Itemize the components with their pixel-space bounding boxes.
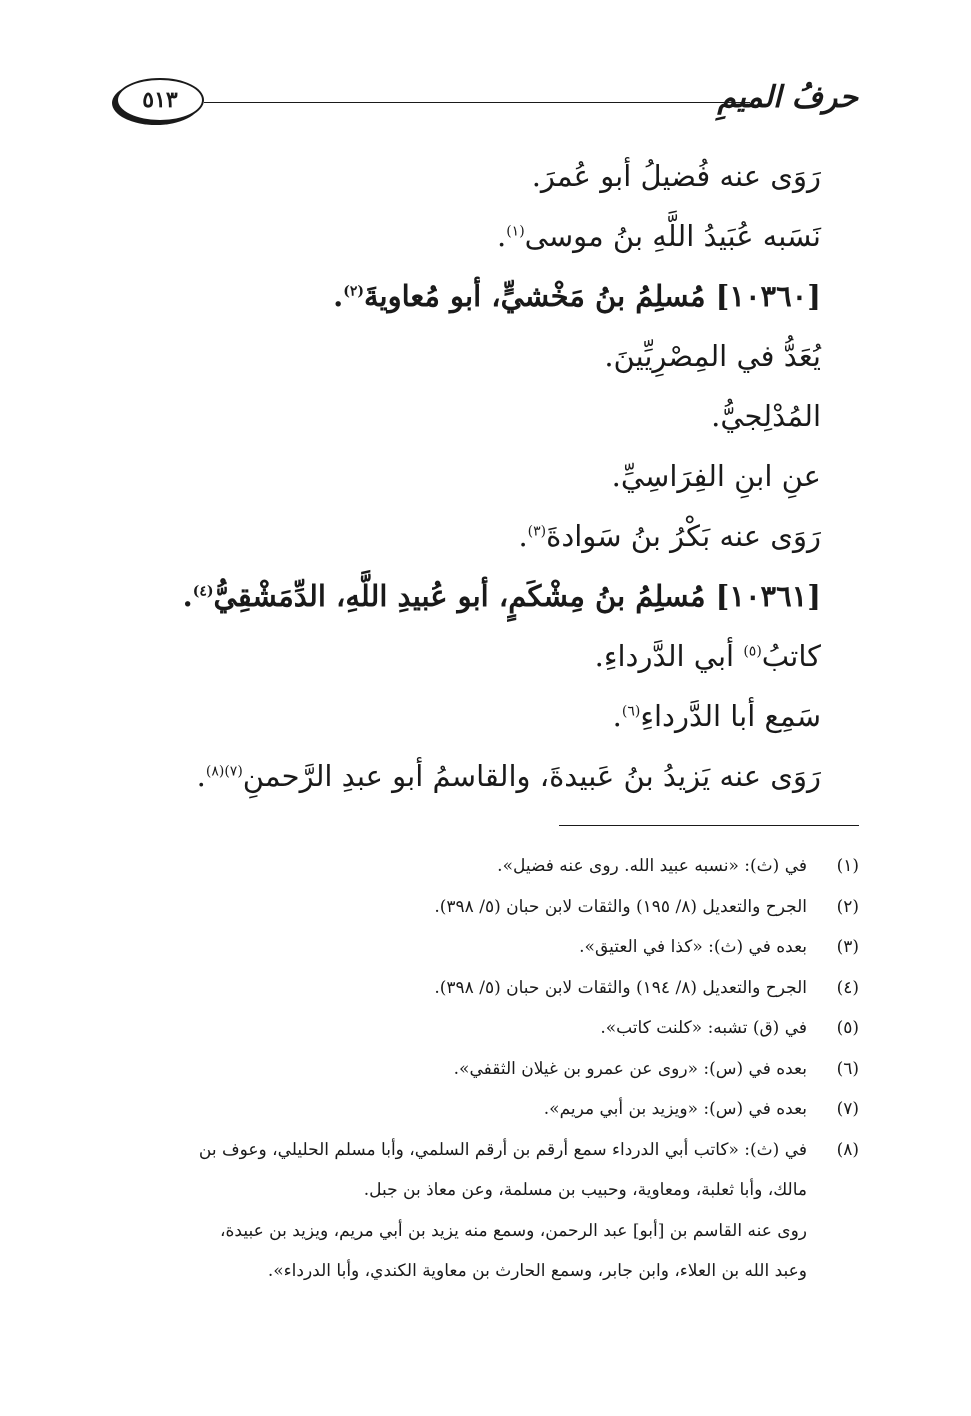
footnote-ref[interactable]: (٧)(٨) <box>205 763 243 780</box>
footnote <box>109 968 859 1009</box>
page-number: ٥١٣ <box>116 78 204 122</box>
footnote-text: بعده في (س): «ويزيد بن أبي مريم». <box>543 1099 807 1119</box>
footnote-ref[interactable]: (٥) <box>743 643 762 660</box>
footnote-text: في (ث): «نسبه عبيد الله. روى عنه فضيل». <box>497 856 807 876</box>
footnote-continuation: مالك، وأبا ثعلبة، ومعاوية، وحبيب بن مسلمة، وعن معاذ بن جبل. <box>363 1180 807 1200</box>
footnote <box>109 1008 859 1049</box>
footnote-ref[interactable]: (٦) <box>621 703 641 720</box>
footnote <box>109 1049 859 1090</box>
footnote-number: (٢) <box>836 896 859 917</box>
footnote-number: (٤) <box>836 977 859 998</box>
text-line: رَوَى عنه فُضيلُ أبو عُمرَ. <box>531 159 821 193</box>
footnote-ref[interactable]: (٢) <box>343 283 364 300</box>
footnote-number: (٧) <box>836 1099 859 1119</box>
footnote <box>109 846 859 887</box>
footnote <box>109 927 859 968</box>
footnote-text: الجرح والتعديل (٨/ ١٩٤) والثقات لابن حبان (٥/ ٣٩٨). <box>434 977 807 998</box>
text-line: عنِ ابنِ الفِرَاسِيِّ. <box>611 459 821 493</box>
main-text <box>101 146 821 806</box>
footnotes <box>109 846 859 1292</box>
entry-heading: [١٠٣٦٠] مُسلِمُ بنُ مَخْشيٍّ، أبو مُعاويةَ$^{(٢)}$. <box>333 279 821 313</box>
chapter-title: حرفُ الميمِ <box>717 80 858 115</box>
footnote-separator <box>559 825 859 826</box>
header-rule <box>204 102 750 103</box>
footnote-text: في (ث): «كاتب أبي الدرداء سمع أرقم بن أرقم السلمي، وأبا مسلم الحليلي، وعوف بن <box>198 1139 807 1160</box>
text-line: يُعَدُّ في المِصْرِيِّينَ. <box>604 339 821 373</box>
text-line: نَسَبه عُبَيدُ اللَّهِ بنُ موسى$^{(١)}$. <box>496 219 821 253</box>
footnote-continuation: وعبد الله بن العلاء، وابن جابر، وسمع الحارث بن معاوية الكندي، وأبا الدرداء». <box>267 1261 807 1281</box>
footnote-text: الجرح والتعديل (٨/ ١٩٥) والثقات لابن حبان (٥/ ٣٩٨). <box>434 896 807 917</box>
footnote <box>109 1089 859 1130</box>
entry-heading: [١٠٣٦١] مُسلِمُ بنُ مِشْكَمٍ، أبو عُبيدِ اللَّهِ، الدِّمَشْقِيُّ$^{(٤)}$. <box>182 579 821 613</box>
footnote-text: بعده في (ث): «كذا في العتيق». <box>579 937 807 957</box>
page-header <box>112 78 858 124</box>
footnote-continuation: روى عنه القاسم بن [أبو] عبد الرحمن، وسمع منه يزيد بن أبي مريم، ويزيد بن عبيدة، <box>220 1220 807 1241</box>
footnote-number: (٣) <box>836 937 859 957</box>
footnote-ref[interactable]: (٤) <box>192 583 214 600</box>
footnote-text: في (ق) تشبه: «كلنت كاتب». <box>600 1018 807 1038</box>
footnote-text: بعده في (س): «روى عن عمرو بن غيلان الثقفي». <box>453 1058 807 1079</box>
text-line: كاتبُ$^{(٥)}$ أبي الدَّرداءِ. <box>594 639 821 673</box>
footnote-number: (٨) <box>836 1139 859 1160</box>
text-line: سَمِع أبا الدَّرداءِ$^{(٦)}$. <box>612 699 821 733</box>
footnote-ref[interactable]: (٣) <box>527 523 547 540</box>
text-line: رَوَى عنه بَكْرُ بنُ سَوادةَ$^{(٣)}$. <box>518 519 821 553</box>
footnote-number: (٥) <box>836 1018 859 1038</box>
footnote-number: (١) <box>836 856 859 876</box>
footnote-ref[interactable]: (١) <box>506 223 525 240</box>
text-line: رَوَى عنه يَزيدُ بنُ عَبيدةَ، والقاسمُ أبو عبدِ الرَّحمنِ$^{(٧)(٨)}$. <box>196 759 821 793</box>
footnote <box>109 1130 859 1171</box>
footnote <box>109 887 859 928</box>
text-line: المُدْلِجيُّ. <box>711 399 821 433</box>
footnote-number: (٦) <box>836 1058 859 1079</box>
